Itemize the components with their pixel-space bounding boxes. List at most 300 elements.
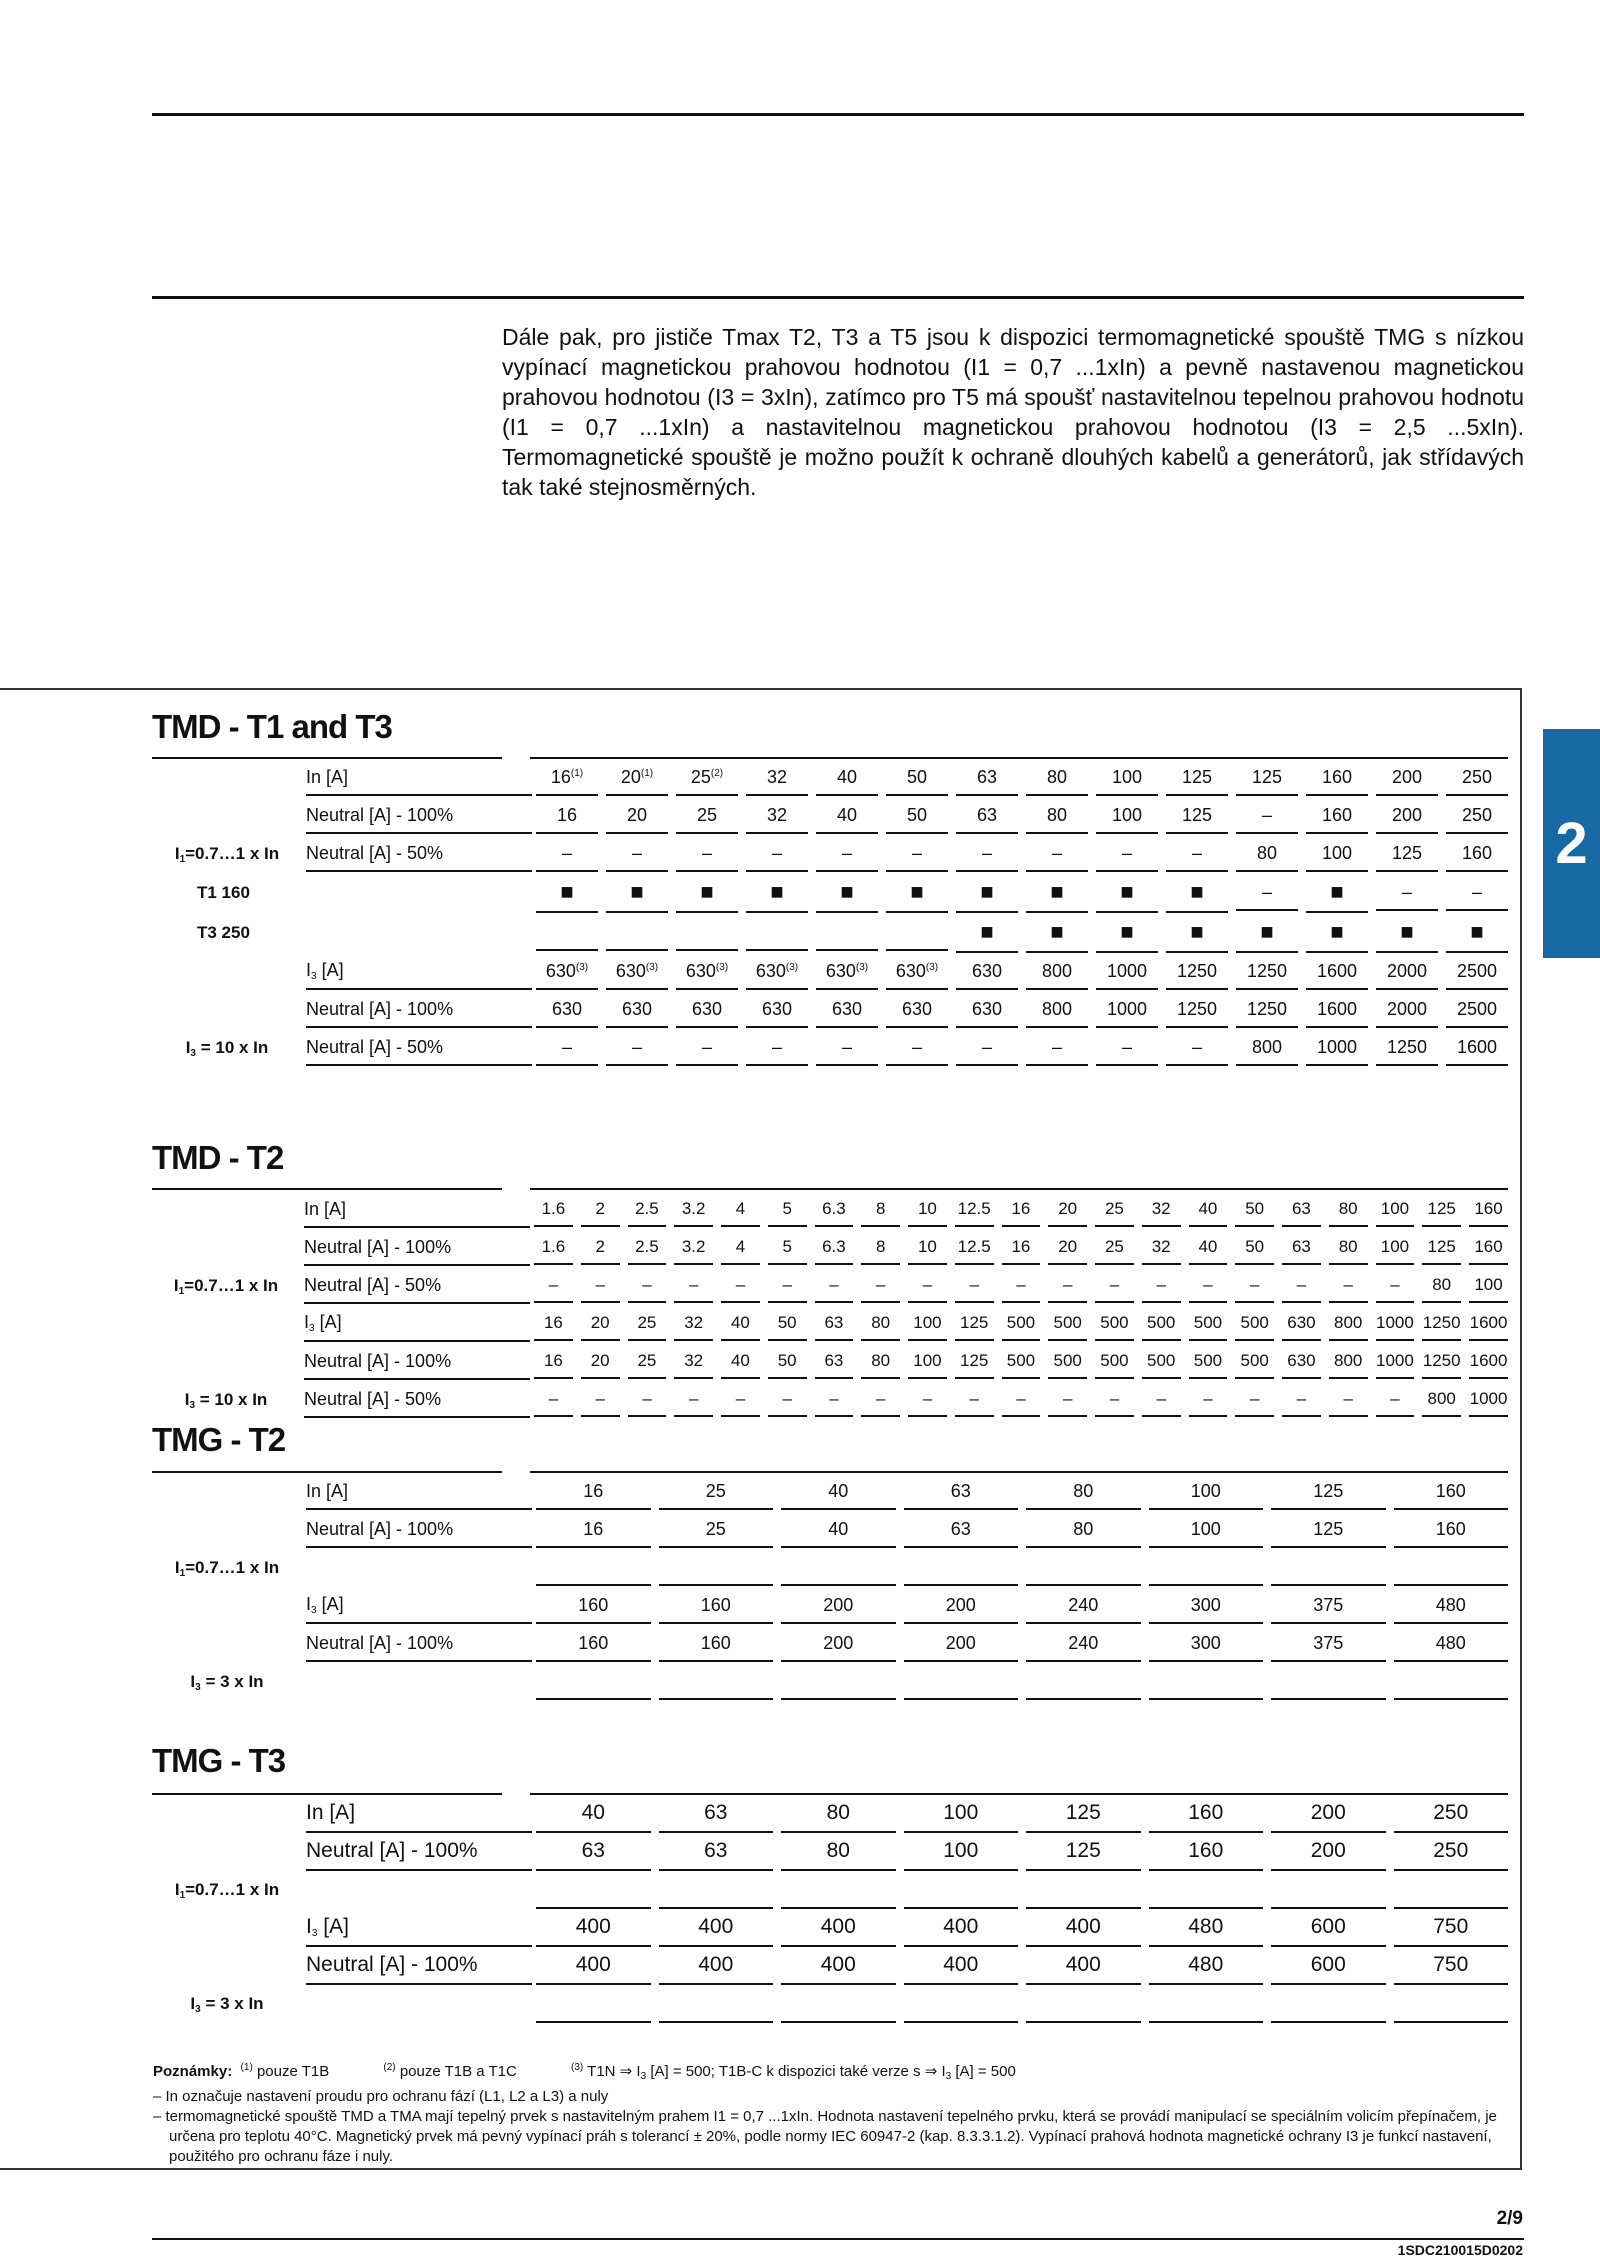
table-row xyxy=(152,1587,1512,1625)
row-group-label xyxy=(152,1473,302,1511)
row-label xyxy=(302,1663,532,1701)
value-cell: 4 xyxy=(717,1191,764,1229)
value-cell: – xyxy=(1022,1029,1092,1067)
value-cell: 160 xyxy=(1302,759,1372,797)
footnote-line-2: – In označuje nastavení proudu pro ochranu fází (L1, L2 a L3) a nuly xyxy=(153,2088,609,2105)
value-cell: – xyxy=(670,1267,717,1305)
table-row xyxy=(152,797,1512,835)
value-cell: – xyxy=(1162,835,1232,873)
row-label-text: Neutral [A] - 50% xyxy=(306,1036,444,1057)
group-label-text: =0.7…1 x In xyxy=(185,1879,280,1899)
value-cell: 32 xyxy=(1138,1229,1185,1267)
value-cell: 630 xyxy=(1278,1305,1325,1343)
value-cell: ■ xyxy=(672,873,742,913)
row-group-label xyxy=(152,1909,302,1947)
value-cell: ■ xyxy=(882,873,952,913)
value-cell: 160 xyxy=(1390,1473,1513,1511)
value-cell: 16 xyxy=(532,1473,655,1511)
value-cell: 630 xyxy=(882,991,952,1029)
row-group-label: $I_1=0.7\dots 1$ x In xyxy=(174,1879,280,1901)
value-cell: 125 xyxy=(1022,1833,1145,1871)
value-cell xyxy=(1267,1663,1390,1701)
value-cell: 400 xyxy=(655,1909,778,1947)
value-cell: 1600 xyxy=(1302,953,1372,991)
value-cell: – xyxy=(624,1381,671,1419)
value-cell: 80 xyxy=(777,1833,900,1871)
table-top-rule xyxy=(530,1188,1508,1190)
row-group-label xyxy=(152,953,302,991)
value-cell: – xyxy=(812,835,882,873)
value-cell: 50 xyxy=(764,1305,811,1343)
value-cell: – xyxy=(1091,1267,1138,1305)
value-cell: 630 xyxy=(532,991,602,1029)
value-cell: 16 xyxy=(998,1191,1045,1229)
value-cell: 630$^{(3)}$ xyxy=(602,953,672,991)
value-cell: 200 xyxy=(1372,759,1442,797)
value-cell: 20 xyxy=(602,797,672,835)
value-cell: 400 xyxy=(777,1947,900,1985)
value-cell: 125 xyxy=(951,1343,998,1381)
value-cell: 80 xyxy=(1022,759,1092,797)
section-title: TMG - T2 xyxy=(152,1421,286,1458)
value-cell: 100 xyxy=(1092,759,1162,797)
row-label-text: [A] xyxy=(319,1312,342,1332)
note-2: pouze T1B a T1C xyxy=(399,2063,517,2080)
value-cell xyxy=(777,1663,900,1701)
value-cell: 100 xyxy=(900,1795,1023,1833)
value-cell: 375 xyxy=(1267,1587,1390,1625)
row-group-label xyxy=(152,797,302,835)
footnote-line-1: Poznámky: $^{(1)}$ pouze T1B $^{(2)}$ pouze T1B a T1C $^{(3)}$ T1N ⇒ $I_3$ [A] = 500; T1B-C k dispozici také verze s ⇒ $I_3$ [A] = 500 xyxy=(153,2062,1016,2082)
row-label xyxy=(302,759,532,797)
note-3b: [A] = 500; T1B-C k dispozici také verze s ⇒ I xyxy=(650,2063,946,2080)
table-top-rule xyxy=(152,1188,502,1190)
row-label xyxy=(302,1871,532,1909)
value-cell: 630 xyxy=(812,991,882,1029)
value-cell: – xyxy=(764,1267,811,1305)
value-cell: 125 xyxy=(1267,1511,1390,1549)
value-cell: – xyxy=(1162,1029,1232,1067)
row-label-text: Neutral [A] - 100% xyxy=(306,1632,454,1653)
header-rule-second xyxy=(152,296,1524,299)
value-cell xyxy=(900,1549,1023,1587)
value-cell xyxy=(882,913,952,953)
row-group-label: $I_3 = 3$ x In xyxy=(190,1993,264,2015)
value-cell: ■ xyxy=(1022,913,1092,953)
group-label-text: =0.7…1 x In xyxy=(185,843,280,863)
value-cell: 160 xyxy=(1145,1833,1268,1871)
value-cell: ■ xyxy=(532,873,602,913)
value-cell: – xyxy=(1044,1381,1091,1419)
value-cell: 20 xyxy=(577,1305,624,1343)
section-tmd-t2 xyxy=(152,1136,1512,1180)
value-cell: ■ xyxy=(1092,873,1162,913)
value-cell: 800 xyxy=(1022,953,1092,991)
value-cell xyxy=(1390,1663,1513,1701)
value-cell: – xyxy=(577,1267,624,1305)
value-cell xyxy=(655,1663,778,1701)
value-cell: 16$^{(1)}$ xyxy=(532,759,602,797)
table-tmd-t2 xyxy=(152,1191,1512,1419)
value-cell: – xyxy=(1092,1029,1162,1067)
value-cell: 800 xyxy=(1325,1305,1372,1343)
group-label-text: = 3 x In xyxy=(205,1671,264,1691)
value-cell xyxy=(1267,1985,1390,2023)
value-cell: – xyxy=(812,1029,882,1067)
value-cell: 100 xyxy=(1145,1473,1268,1511)
value-cell xyxy=(777,1549,900,1587)
value-cell: 300 xyxy=(1145,1625,1268,1663)
value-cell: 200 xyxy=(900,1625,1023,1663)
chapter-tab: 2 xyxy=(1543,729,1600,958)
value-cell: – xyxy=(1325,1381,1372,1419)
value-cell: 400 xyxy=(900,1947,1023,1985)
row-label-text: [A] xyxy=(321,1594,344,1614)
value-cell: 2.5 xyxy=(624,1191,671,1229)
value-cell: ■ xyxy=(1442,913,1512,953)
value-cell: – xyxy=(1232,797,1302,835)
value-cell: – xyxy=(672,835,742,873)
row-label-text: Neutral [A] - 50% xyxy=(306,842,444,863)
value-cell: 160 xyxy=(1465,1191,1512,1229)
value-cell: ■ xyxy=(1302,913,1372,953)
value-cell: 16 xyxy=(530,1343,577,1381)
header-rule-top xyxy=(152,113,1524,116)
value-cell: 500 xyxy=(1185,1305,1232,1343)
value-cell: 500 xyxy=(1044,1305,1091,1343)
value-cell: – xyxy=(624,1267,671,1305)
value-cell: 25$^{(2)}$ xyxy=(672,759,742,797)
row-group-label xyxy=(152,873,302,913)
value-cell: 1000 xyxy=(1372,1305,1419,1343)
value-cell: 160 xyxy=(532,1587,655,1625)
value-cell: 125 xyxy=(1162,797,1232,835)
value-cell xyxy=(1022,1985,1145,2023)
section-tmg-t3 xyxy=(152,1739,1512,1783)
row-label-text: Neutral [A] - 100% xyxy=(304,1350,452,1371)
section-title: TMG - T3 xyxy=(152,1742,286,1779)
value-cell: 500 xyxy=(1091,1305,1138,1343)
row-group-label: $I_1=0.7\dots 1$ x In xyxy=(174,1557,280,1579)
value-cell: 10 xyxy=(904,1229,951,1267)
value-cell: 50 xyxy=(882,797,952,835)
value-cell: 63 xyxy=(655,1795,778,1833)
value-cell: 125 xyxy=(1418,1229,1465,1267)
value-cell xyxy=(777,1871,900,1909)
value-cell xyxy=(1390,1985,1513,2023)
value-cell: 1600 xyxy=(1302,991,1372,1029)
row-label xyxy=(302,1549,532,1587)
value-cell: 160 xyxy=(1390,1511,1513,1549)
value-cell: 480 xyxy=(1145,1909,1268,1947)
value-cell: 63 xyxy=(952,759,1022,797)
value-cell: – xyxy=(530,1267,577,1305)
value-cell: 4 xyxy=(717,1229,764,1267)
value-cell: 250 xyxy=(1442,759,1512,797)
value-cell: 800 xyxy=(1232,1029,1302,1067)
section-tmd-t1t3 xyxy=(152,705,1512,749)
row-label-text: In [A] xyxy=(306,1801,356,1824)
value-cell: – xyxy=(904,1381,951,1419)
intro-paragraph: Dále pak, pro jističe Tmax T2, T3 a T5 jsou k dispozici termomagnetické spouště TMG s nízkou vypínací magnetickou prahovou hodnotou (I1 = 0,7 ...1xIn) a pevně nastavenou magnetickou prahovou hodnotou (I3 = 3xIn), zatímco pro T5 má spoušť nastavitelnou tepelnou prahovou hodnotu (I1 = 0,7 ...1xIn) a nastavitelnou magnetickou prahovou hodnotou (I3 = 2,5 ...5xIn). Termomagnetické spouště je možno použít k ochraně dlouhých kabelů a generátorů, jak střídavých tak také stejnosměrných. xyxy=(502,324,1524,500)
value-cell xyxy=(655,1549,778,1587)
value-cell xyxy=(1390,1549,1513,1587)
value-cell: 50 xyxy=(1231,1229,1278,1267)
row-group-label: $I_3 = 10$ x In xyxy=(185,1037,269,1059)
document-code: 1SDC210015D0202 xyxy=(1397,2242,1523,2258)
value-cell: 16 xyxy=(530,1305,577,1343)
table-row xyxy=(152,1511,1512,1549)
value-cell: 400 xyxy=(532,1947,655,1985)
value-cell: 630$^{(3)}$ xyxy=(672,953,742,991)
value-cell: 1.6 xyxy=(530,1191,577,1229)
row-group-label xyxy=(152,1833,302,1871)
row-label xyxy=(302,913,532,953)
table-tmg-t3 xyxy=(152,1795,1512,2023)
value-cell: ■ xyxy=(1232,913,1302,953)
value-cell xyxy=(742,913,812,953)
table-row xyxy=(152,1029,1512,1067)
value-cell xyxy=(532,913,602,953)
value-cell: 32 xyxy=(742,797,812,835)
value-cell: 125 xyxy=(1022,1795,1145,1833)
value-cell: – xyxy=(1138,1381,1185,1419)
group-label-text: =0.7…1 x In xyxy=(184,1275,279,1295)
value-cell xyxy=(1022,1871,1145,1909)
value-cell: 1250 xyxy=(1232,991,1302,1029)
value-cell: 2 xyxy=(577,1191,624,1229)
value-cell: 200 xyxy=(1267,1833,1390,1871)
value-cell xyxy=(1390,1871,1513,1909)
value-cell: 400 xyxy=(900,1909,1023,1947)
notes-heading: Poznámky: xyxy=(153,2063,233,2080)
value-cell: 750 xyxy=(1390,1909,1513,1947)
row-label xyxy=(302,873,532,913)
value-cell: 25 xyxy=(624,1305,671,1343)
value-cell: ■ xyxy=(1302,873,1372,913)
value-cell: 240 xyxy=(1022,1625,1145,1663)
value-cell: 100 xyxy=(904,1305,951,1343)
note-1: pouze T1B xyxy=(256,2063,330,2080)
table-row xyxy=(152,1625,1512,1663)
value-cell: 20 xyxy=(1044,1229,1091,1267)
value-cell: 400 xyxy=(1022,1947,1145,1985)
value-cell: ■ xyxy=(812,873,882,913)
row-label-text: [A] xyxy=(321,960,344,980)
value-cell xyxy=(532,1871,655,1909)
value-cell: – xyxy=(1231,1381,1278,1419)
t1-label: T1 160 xyxy=(197,883,250,902)
value-cell: 80 xyxy=(1022,1511,1145,1549)
table-row xyxy=(152,1833,1512,1871)
table-row xyxy=(152,1305,1512,1343)
value-cell: ■ xyxy=(952,913,1022,953)
section-tmg-t2 xyxy=(152,1418,1512,1462)
value-cell: 750 xyxy=(1390,1947,1513,1985)
value-cell: ■ xyxy=(1022,873,1092,913)
row-group-label xyxy=(152,1587,302,1625)
value-cell: – xyxy=(1325,1267,1372,1305)
value-cell: 40 xyxy=(777,1473,900,1511)
value-cell: 100 xyxy=(1465,1267,1512,1305)
value-cell: 2.5 xyxy=(624,1229,671,1267)
value-cell: – xyxy=(882,1029,952,1067)
value-cell: 800 xyxy=(1418,1381,1465,1419)
value-cell xyxy=(900,1985,1023,2023)
value-cell: – xyxy=(1022,835,1092,873)
table-tmd-t1t3 xyxy=(152,759,1512,1067)
value-cell: 500 xyxy=(1138,1305,1185,1343)
value-cell: – xyxy=(1185,1381,1232,1419)
row-group-label xyxy=(152,1947,302,1985)
value-cell: 125 xyxy=(951,1305,998,1343)
value-cell: 3.2 xyxy=(670,1229,717,1267)
table-row xyxy=(152,991,1512,1029)
value-cell: 1600 xyxy=(1465,1305,1512,1343)
value-cell: 25 xyxy=(655,1511,778,1549)
value-cell: 25 xyxy=(1091,1229,1138,1267)
value-cell: – xyxy=(1185,1267,1232,1305)
value-cell: 600 xyxy=(1267,1909,1390,1947)
value-cell: 63 xyxy=(900,1473,1023,1511)
row-label xyxy=(300,1267,530,1305)
note-3c: [A] = 500 xyxy=(955,2063,1016,2080)
value-cell: 63 xyxy=(811,1305,858,1343)
value-cell xyxy=(532,1549,655,1587)
footnotes xyxy=(153,2058,1513,2167)
table-row xyxy=(152,1549,1512,1587)
value-cell: 1250 xyxy=(1418,1343,1465,1381)
value-cell: 1250 xyxy=(1232,953,1302,991)
value-cell: ■ xyxy=(1162,913,1232,953)
value-cell: – xyxy=(717,1267,764,1305)
value-cell: 630$^{(3)}$ xyxy=(742,953,812,991)
row-label xyxy=(302,797,532,835)
row-label xyxy=(302,1795,532,1833)
value-cell: 1250 xyxy=(1418,1305,1465,1343)
value-cell: 500 xyxy=(1185,1343,1232,1381)
table-row xyxy=(152,1191,1512,1229)
value-cell: – xyxy=(602,1029,672,1067)
value-cell: 80 xyxy=(857,1343,904,1381)
table-row xyxy=(152,1343,1512,1381)
value-cell: – xyxy=(602,835,672,873)
table-row xyxy=(152,835,1512,873)
row-group-label xyxy=(152,1511,302,1549)
page-number: 2/9 xyxy=(1496,2208,1523,2229)
value-cell xyxy=(1022,1663,1145,1701)
value-cell: 250 xyxy=(1390,1833,1513,1871)
row-label-text: Neutral [A] - 50% xyxy=(304,1274,442,1295)
value-cell: 63 xyxy=(532,1833,655,1871)
value-cell: 2500 xyxy=(1442,991,1512,1029)
value-cell: 50 xyxy=(1231,1191,1278,1229)
value-cell: 20$^{(1)}$ xyxy=(602,759,672,797)
value-cell xyxy=(900,1663,1023,1701)
value-cell: 12.5 xyxy=(951,1229,998,1267)
value-cell: 200 xyxy=(777,1587,900,1625)
value-cell: – xyxy=(742,835,812,873)
value-cell: – xyxy=(764,1381,811,1419)
value-cell: 2000 xyxy=(1372,991,1442,1029)
value-cell: 160 xyxy=(1442,835,1512,873)
footnote-line-3: – termomagnetické spouště TMD a TMA mají tepelný prvek s nastavitelným prahem I1 = 0,7 ...1xIn. Hodnota nastavení tepelného prvku, která se provádí manipulací se speciálním volicím přepínačem, je určena pro teplotu 40°C. Magnetický prvek má pevný vypínací práh s tolerancí ± 20%, podle normy IEC 60947-2 (kap. 8.3.3.1.2). Vypínací prahová hodnota magnetické ochrany I3 je funkcí nastavení, použitého pro ochranu fáze i nuly. xyxy=(153,2108,1497,2165)
value-cell: 200 xyxy=(1372,797,1442,835)
value-cell: 63 xyxy=(1278,1191,1325,1229)
value-cell: 40 xyxy=(717,1343,764,1381)
row-label-text: [A] xyxy=(323,1915,349,1938)
value-cell: 80 xyxy=(1232,835,1302,873)
row-label: $I_3$ [A] xyxy=(302,1587,532,1625)
value-cell: 500 xyxy=(998,1343,1045,1381)
row-label-text: In [A] xyxy=(306,1480,349,1501)
value-cell: – xyxy=(857,1267,904,1305)
row-label-text: Neutral [A] - 100% xyxy=(306,1953,478,1976)
value-cell: – xyxy=(1091,1381,1138,1419)
value-cell: 25 xyxy=(624,1343,671,1381)
table-row xyxy=(152,1795,1512,1833)
value-cell: 6.3 xyxy=(811,1229,858,1267)
value-cell xyxy=(655,1871,778,1909)
value-cell: 160 xyxy=(655,1587,778,1625)
row-label-text: Neutral [A] - 100% xyxy=(304,1236,452,1257)
table-row xyxy=(152,1909,1512,1947)
row-label: $I_3$ [A] xyxy=(302,1909,532,1947)
row-group-label: $I_1=0.7\dots 1$ x In xyxy=(173,1275,279,1297)
value-cell: 63 xyxy=(900,1511,1023,1549)
value-cell xyxy=(1145,1663,1268,1701)
value-cell: 16 xyxy=(532,1511,655,1549)
value-cell: 200 xyxy=(900,1587,1023,1625)
value-cell: 125 xyxy=(1372,835,1442,873)
row-label: $I_3$ [A] xyxy=(300,1305,530,1343)
value-cell: 5 xyxy=(764,1191,811,1229)
value-cell xyxy=(1022,1549,1145,1587)
table-row xyxy=(152,1229,1512,1267)
value-cell: – xyxy=(998,1267,1045,1305)
row-group-label xyxy=(152,1795,302,1833)
row-label xyxy=(300,1381,530,1419)
footer-rule xyxy=(152,2238,1524,2240)
row-group-label: $I_3 = 10$ x In xyxy=(184,1389,268,1411)
group-label-text: =0.7…1 x In xyxy=(185,1557,280,1577)
value-cell: 800 xyxy=(1022,991,1092,1029)
value-cell xyxy=(1145,1871,1268,1909)
value-cell: 200 xyxy=(777,1625,900,1663)
value-cell: 630 xyxy=(742,991,812,1029)
row-label xyxy=(302,1029,532,1067)
row-group-label xyxy=(152,1343,300,1381)
value-cell: – xyxy=(952,1029,1022,1067)
table-row xyxy=(152,873,1512,913)
row-label xyxy=(302,1473,532,1511)
value-cell: 40 xyxy=(1185,1229,1232,1267)
value-cell: 100 xyxy=(900,1833,1023,1871)
value-cell: 300 xyxy=(1145,1587,1268,1625)
value-cell: – xyxy=(672,1029,742,1067)
value-cell: 6.3 xyxy=(811,1191,858,1229)
value-cell: 400 xyxy=(655,1947,778,1985)
row-group-label: $I_1=0.7\dots 1$ x In xyxy=(174,843,280,865)
value-cell: 80 xyxy=(857,1305,904,1343)
value-cell: 40 xyxy=(812,797,882,835)
value-cell xyxy=(1145,1549,1268,1587)
row-label-text: Neutral [A] - 50% xyxy=(304,1388,442,1409)
note-3a: T1N ⇒ I xyxy=(587,2063,641,2080)
value-cell: – xyxy=(1231,1267,1278,1305)
row-group-label xyxy=(152,1229,300,1267)
table-row xyxy=(152,1381,1512,1419)
